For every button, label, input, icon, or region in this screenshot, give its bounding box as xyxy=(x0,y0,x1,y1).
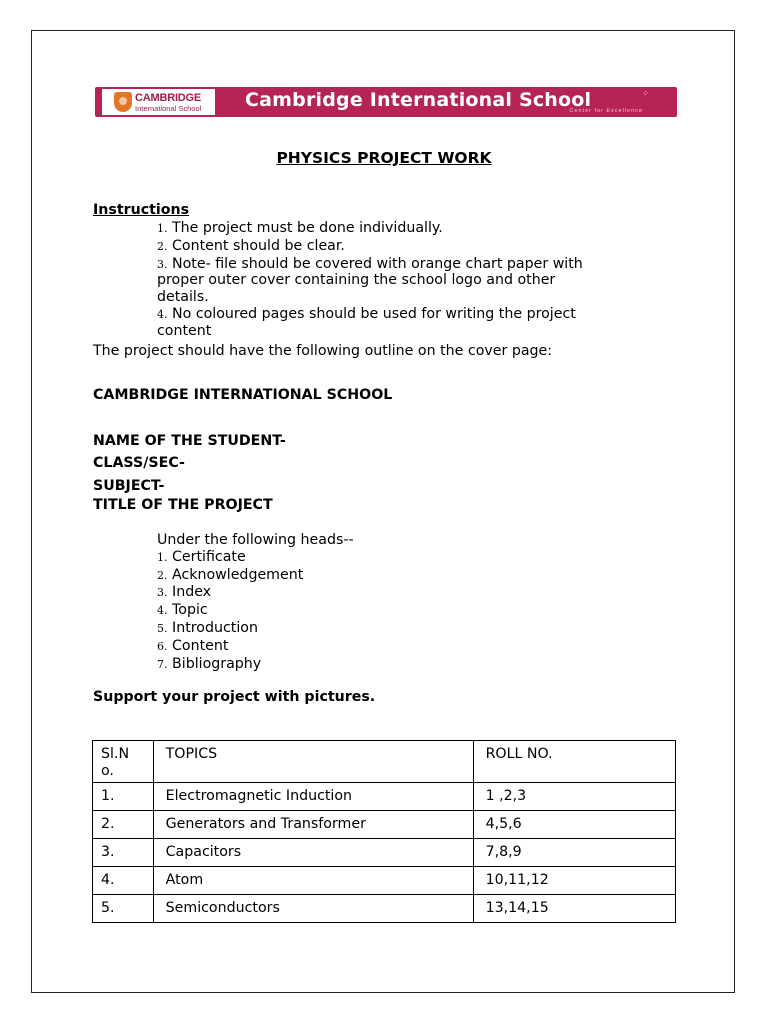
instruction-item xyxy=(157,220,443,238)
heads-label: Certificate xyxy=(172,549,246,565)
list-number: 4. xyxy=(157,604,168,617)
instruction-text-cont: proper outer cover containing the school logo and other xyxy=(157,272,556,288)
cell-roll: 10,11,12 xyxy=(473,867,675,895)
instruction-text-cont: content xyxy=(157,323,212,339)
table-row xyxy=(93,895,676,923)
cell-topic: Capacitors xyxy=(153,839,473,867)
list-number: 6. xyxy=(157,640,168,653)
school-banner xyxy=(95,87,677,117)
cell-topic: Generators and Transformer xyxy=(153,811,473,839)
cell-roll: 1 ,2,3 xyxy=(473,783,675,811)
list-number: 5. xyxy=(157,622,168,635)
heads-label: Acknowledgement xyxy=(172,567,304,583)
cell-topic: Atom xyxy=(153,867,473,895)
heads-item xyxy=(157,620,258,638)
header-topics: TOPICS xyxy=(153,741,473,783)
list-number: 3. xyxy=(157,586,168,599)
cover-student-name: NAME OF THE STUDENT- xyxy=(93,433,286,449)
heads-intro: Under the following heads-- xyxy=(157,532,354,548)
topics-table xyxy=(92,740,676,923)
cover-school-name: CAMBRIDGE INTERNATIONAL SCHOOL xyxy=(93,387,393,403)
list-number: 1. xyxy=(157,551,168,564)
cover-class: CLASS/SEC- xyxy=(93,455,185,471)
header-sno-line1: Sl.N xyxy=(101,746,130,762)
banner-title: Cambridge International School xyxy=(245,89,592,111)
instruction-item xyxy=(157,306,576,324)
logo-text-sub: International School xyxy=(135,104,202,113)
support-note: Support your project with pictures. xyxy=(93,689,376,705)
banner-subtitle: Center for Excellence xyxy=(569,108,643,114)
heads-item xyxy=(157,602,208,620)
cell-sno: 3. xyxy=(93,839,154,867)
cover-title: TITLE OF THE PROJECT xyxy=(93,497,273,513)
table-header-row xyxy=(93,741,676,783)
cell-roll: 7,8,9 xyxy=(473,839,675,867)
heads-label: Introduction xyxy=(172,620,258,636)
logo-text-name: CAMBRIDGE xyxy=(135,92,202,104)
cell-sno: 5. xyxy=(93,895,154,923)
page-title: PHYSICS PROJECT WORK xyxy=(276,149,492,167)
instruction-text: Content should be clear. xyxy=(172,238,345,254)
heads-label: Bibliography xyxy=(172,656,262,672)
outline-intro: The project should have the following outline on the cover page: xyxy=(93,343,553,359)
table-row xyxy=(93,783,676,811)
heads-item xyxy=(157,656,261,674)
cover-subject: SUBJECT- xyxy=(93,478,165,494)
cell-sno: 4. xyxy=(93,867,154,895)
heads-item xyxy=(157,584,211,602)
table-row xyxy=(93,811,676,839)
school-logo xyxy=(102,89,215,115)
instruction-text: Note- file should be covered with orange chart paper with xyxy=(172,256,583,272)
table-row xyxy=(93,839,676,867)
instruction-text-cont: details. xyxy=(157,289,209,305)
header-roll: ROLL NO. xyxy=(473,741,675,783)
list-number: 7. xyxy=(157,658,168,671)
cell-sno: 2. xyxy=(93,811,154,839)
instruction-text: The project must be done individually. xyxy=(172,220,443,236)
instructions-heading: Instructions xyxy=(93,202,190,218)
table-row xyxy=(93,867,676,895)
header-sno-line2: o. xyxy=(101,762,114,779)
cell-topic: Semiconductors xyxy=(153,895,473,923)
list-number: 2. xyxy=(157,569,168,582)
cell-topic: Electromagnetic Induction xyxy=(153,783,473,811)
instruction-item xyxy=(157,256,583,274)
list-number: 2. xyxy=(157,240,168,253)
shield-icon xyxy=(114,92,132,112)
cell-sno: 1. xyxy=(93,783,154,811)
list-number: 1. xyxy=(157,222,168,235)
heads-item xyxy=(157,549,246,567)
list-number: 4. xyxy=(157,308,168,321)
list-number: 3. xyxy=(157,258,168,271)
instruction-item xyxy=(157,238,345,256)
instruction-text: No coloured pages should be used for writing the project xyxy=(172,306,576,322)
cell-roll: 13,14,15 xyxy=(473,895,675,923)
cell-roll: 4,5,6 xyxy=(473,811,675,839)
heads-label: Index xyxy=(172,584,212,600)
heads-item xyxy=(157,567,303,585)
sparkle-icon: ⁘ xyxy=(642,89,649,98)
heads-label: Content xyxy=(172,638,229,654)
heads-label: Topic xyxy=(172,602,208,618)
header-sno xyxy=(93,741,154,783)
heads-item xyxy=(157,638,228,656)
